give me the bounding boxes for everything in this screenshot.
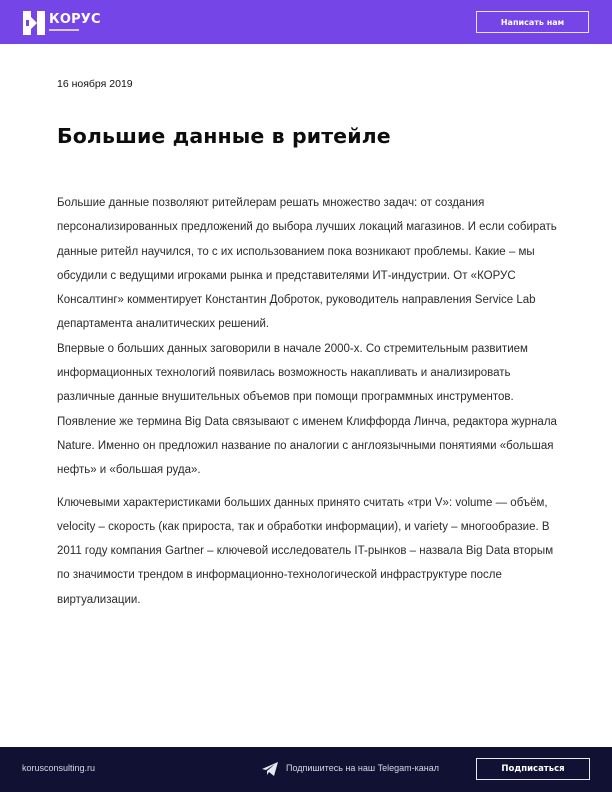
korus-logo[interactable] <box>23 11 143 35</box>
logo-subtitle <box>49 29 79 31</box>
write-to-us-button[interactable]: Написать нам <box>476 11 589 33</box>
article-body <box>57 191 557 612</box>
site-header <box>0 0 612 44</box>
site-link[interactable]: korusconsulting.ru <box>22 763 96 773</box>
article-date: 16 ноября 2019 <box>57 78 133 90</box>
article-paragraph: Ключевыми характеристиками больших данных принято считать «три V»: volume — объём, velocity – скорость (как прироста, так и обработки информации), и variety – многообразие. В 2011 году компания Gartner – ключевой исследователь IT-рынков – назвала Big Data вторым по значимости трендом в информационно-технологической инфраструктуре после виртуализации. <box>57 496 554 606</box>
telegram-icon <box>262 762 278 776</box>
subscribe-button[interactable]: Подписаться <box>476 758 590 780</box>
article-paragraph: Впервые о больших данных заговорили в начале 2000-х. Со стремительным развитием информационных технологий появилась возможность накапливать и анализировать различные данные внушительных объемов при помощи программных инструментов. Появление же термина Big Data связывают с именем Клиффорда Линча, редактора журнала Nature. Именно он предложил название по аналогии с англоязычными понятиями «большая нефть» и «большая руда». <box>57 342 557 477</box>
article-title: Большие данные в ритейле <box>57 124 391 148</box>
article-paragraph: Большие данные позволяют ритейлерам решать множество задач: от создания персонализированных предложений до выбора лучших локаций магазинов. И если собирать данные ритейл научился, то с их использованием пока возникают проблемы. Какие – мы обсудили с ведущими игроками рынка и представителями ИТ-индустрии. От «КОРУС Консалтинг» комментирует Константин Доброток, руководитель направления Service Lab департамента аналитических решений. <box>57 197 557 331</box>
korus-logo-icon <box>23 11 45 35</box>
logo-text: КОРУС <box>49 12 101 27</box>
telegram-subscribe-text: Подпишитесь на наш Telegam-канал <box>286 763 439 773</box>
site-footer <box>0 747 612 792</box>
